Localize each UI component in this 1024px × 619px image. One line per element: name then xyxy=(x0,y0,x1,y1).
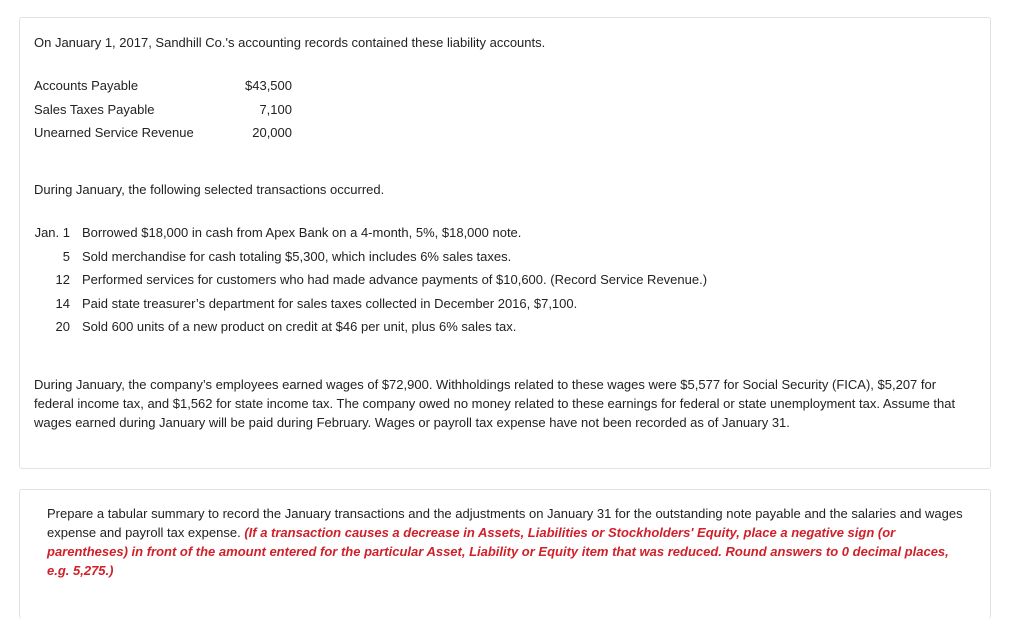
instructions-emphasis: (If a transaction causes a decrease in Assets, Liabilities or Stockholders' Equity, place a negative sign (or parentheses) in front of the amount entered for the particular Asset, Liability or Equity item that was reduced. Round answers to 0 decimal places, e.g. 5,275.) xyxy=(47,525,949,578)
transaction-row xyxy=(34,315,707,339)
transaction-date: Jan. 1 xyxy=(34,225,70,240)
problem-intro: On January 1, 2017, Sandhill Co.'s accounting records contained these liability accounts. xyxy=(34,35,546,50)
account-row xyxy=(34,121,292,145)
liability-accounts-table xyxy=(34,74,292,145)
transaction-row xyxy=(34,292,707,316)
transactions-intro: During January, the following selected transactions occurred. xyxy=(34,182,385,197)
account-amount: 20,000 xyxy=(252,125,292,140)
transaction-text: Sold merchandise for cash totaling $5,300, which includes 6% sales taxes. xyxy=(82,248,512,264)
transaction-row xyxy=(34,245,707,269)
account-row xyxy=(34,74,292,98)
transaction-text: Performed services for customers who had made advance payments of $10,600. (Record Service Revenue.) xyxy=(82,272,708,287)
instructions-paragraph xyxy=(47,504,967,580)
account-amount: 7,100 xyxy=(259,101,292,117)
transaction-row xyxy=(34,268,707,292)
transaction-text: Sold 600 units of a new product on credit at $46 per unit, plus 6% sales tax. xyxy=(82,319,517,334)
problem-card xyxy=(19,17,991,469)
transaction-date: 5 xyxy=(62,248,70,264)
account-name: Accounts Payable xyxy=(34,78,139,93)
transaction-date: 12 xyxy=(55,272,70,287)
transaction-date: 14 xyxy=(55,295,70,311)
account-amount: $43,500 xyxy=(245,78,292,93)
transaction-date: 20 xyxy=(55,319,70,334)
transactions-list xyxy=(34,221,707,339)
instructions-text: Prepare a tabular summary to record the January transactions and the adjustments on January 31 for the outstanding note payable and the salaries and wages expense and payroll tax expense. xyxy=(47,506,963,540)
transaction-row xyxy=(34,221,707,245)
transaction-text: Borrowed $18,000 in cash from Apex Bank on a 4-month, 5%, $18,000 note. xyxy=(82,225,522,240)
transaction-text: Paid state treasurer’s department for sales taxes collected in December 2016, $7,100. xyxy=(82,295,578,311)
wages-paragraph: During January, the company’s employees earned wages of $72,900. Withholdings related to these wages were $5,577 for Social Security (FICA), $5,207 for federal income tax, and $1,562 for state income tax. The company owed no money related to these earnings for federal or state unemployment tax. Assume that wages earned during January will be paid during February. Wages or payroll tax expense have not been recorded as of January 31. xyxy=(34,377,956,430)
account-row xyxy=(34,98,292,122)
account-name: Unearned Service Revenue xyxy=(34,125,194,140)
account-name: Sales Taxes Payable xyxy=(34,101,155,117)
